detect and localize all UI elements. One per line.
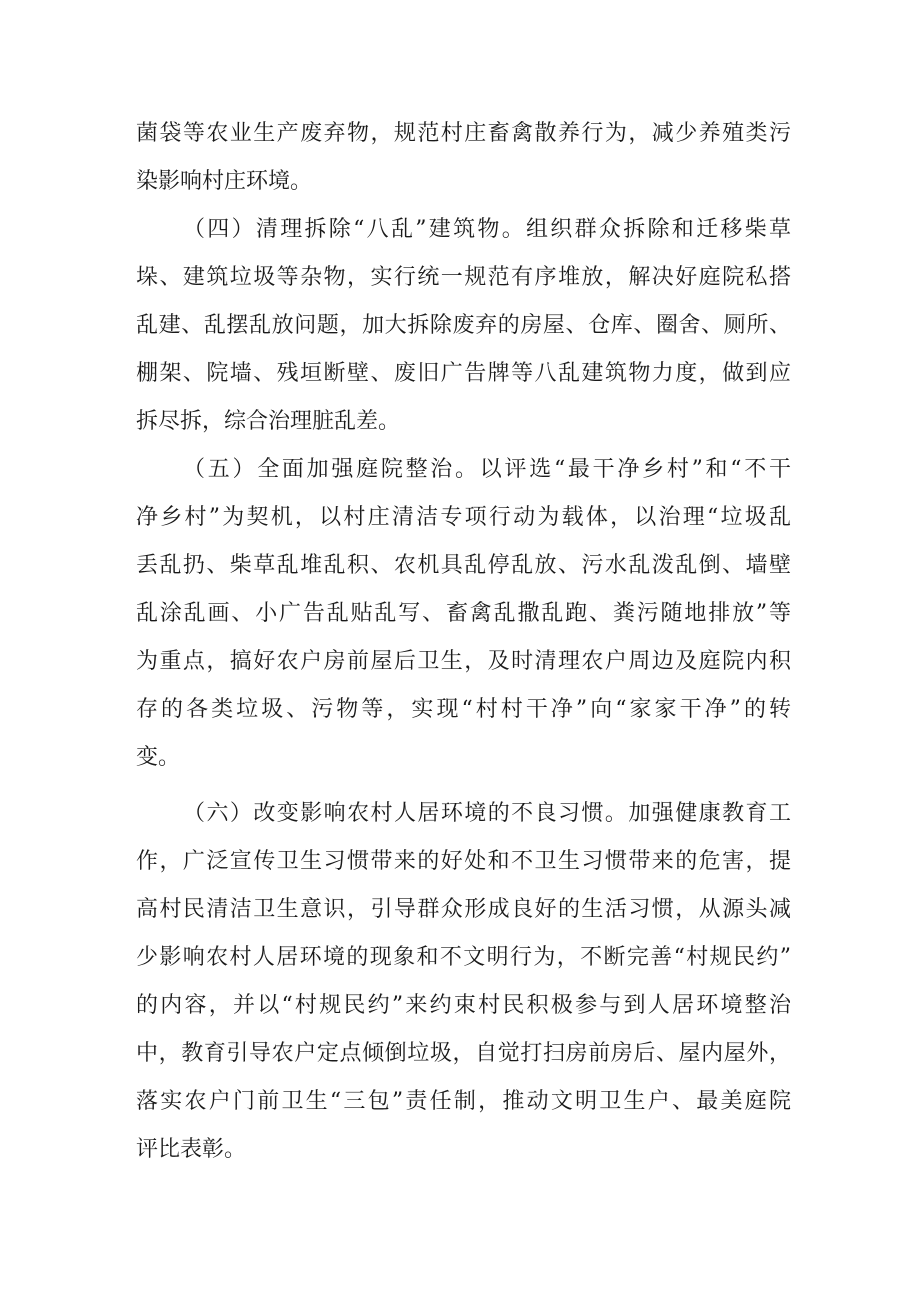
text-line: 评比表彰。 [136,1137,247,1162]
text-line: 乱建、乱摆乱放问题，加大拆除废弃的房屋、仓库、圈舍、厕所、 [136,313,791,338]
text-line: 中，教育引导农户定点倾倒垃圾，自觉打扫房前房后、屋内屋外， [136,1041,791,1066]
text-line: 少影响农村人居环境的现象和不文明行为，不断完善“村规民约” [136,945,791,970]
text-line: 高村民清洁卫生意识，引导群众形成良好的生活习惯，从源头减 [136,897,791,922]
section-heading-6: （六）改变影响农村人居环境的不良习惯。加强健康教育工 [183,801,791,826]
text-line: 存的各类垃圾、污物等，实现“村村干净”向“家家干净”的转 [136,697,791,722]
text-line: 垛、建筑垃圾等杂物，实行统一规范有序堆放，解决好庭院私搭 [136,265,791,290]
text-line: 乱涂乱画、小广告乱贴乱写、畜禽乱撒乱跑、粪污随地排放”等 [136,601,791,626]
text-line: 菌袋等农业生产废弃物，规范村庄畜禽散养行为，减少养殖类污 [136,121,791,146]
text-line: 丢乱扔、柴草乱堆乱积、农机具乱停乱放、污水乱泼乱倒、墙壁 [136,553,791,578]
text-line: 的内容，并以“村规民约”来约束村民积极参与到人居环境整治 [136,993,791,1018]
text-line: 净乡村”为契机，以村庄清洁专项行动为载体，以治理“垃圾乱 [136,505,791,530]
text-line: 变。 [136,745,181,770]
text-line: 染影响村庄环境。 [136,169,313,194]
text-line: 棚架、院墙、残垣断壁、废旧广告牌等八乱建筑物力度，做到应 [136,361,791,386]
section-heading-5: （五）全面加强庭院整治。以评选“最干净乡村”和“不干 [183,457,791,482]
text-line: 为重点，搞好农户房前屋后卫生，及时清理农户周边及庭院内积 [136,649,791,674]
section-heading-4: （四）清理拆除“八乱”建筑物。组织群众拆除和迁移柴草 [183,217,791,242]
text-line: 落实农户门前卫生“三包”责任制，推动文明卫生户、最美庭院 [136,1089,791,1114]
text-line: 作，广泛宣传卫生习惯带来的好处和不卫生习惯带来的危害，提 [136,849,791,874]
text-line: 拆尽拆，综合治理脏乱差。 [136,409,401,434]
